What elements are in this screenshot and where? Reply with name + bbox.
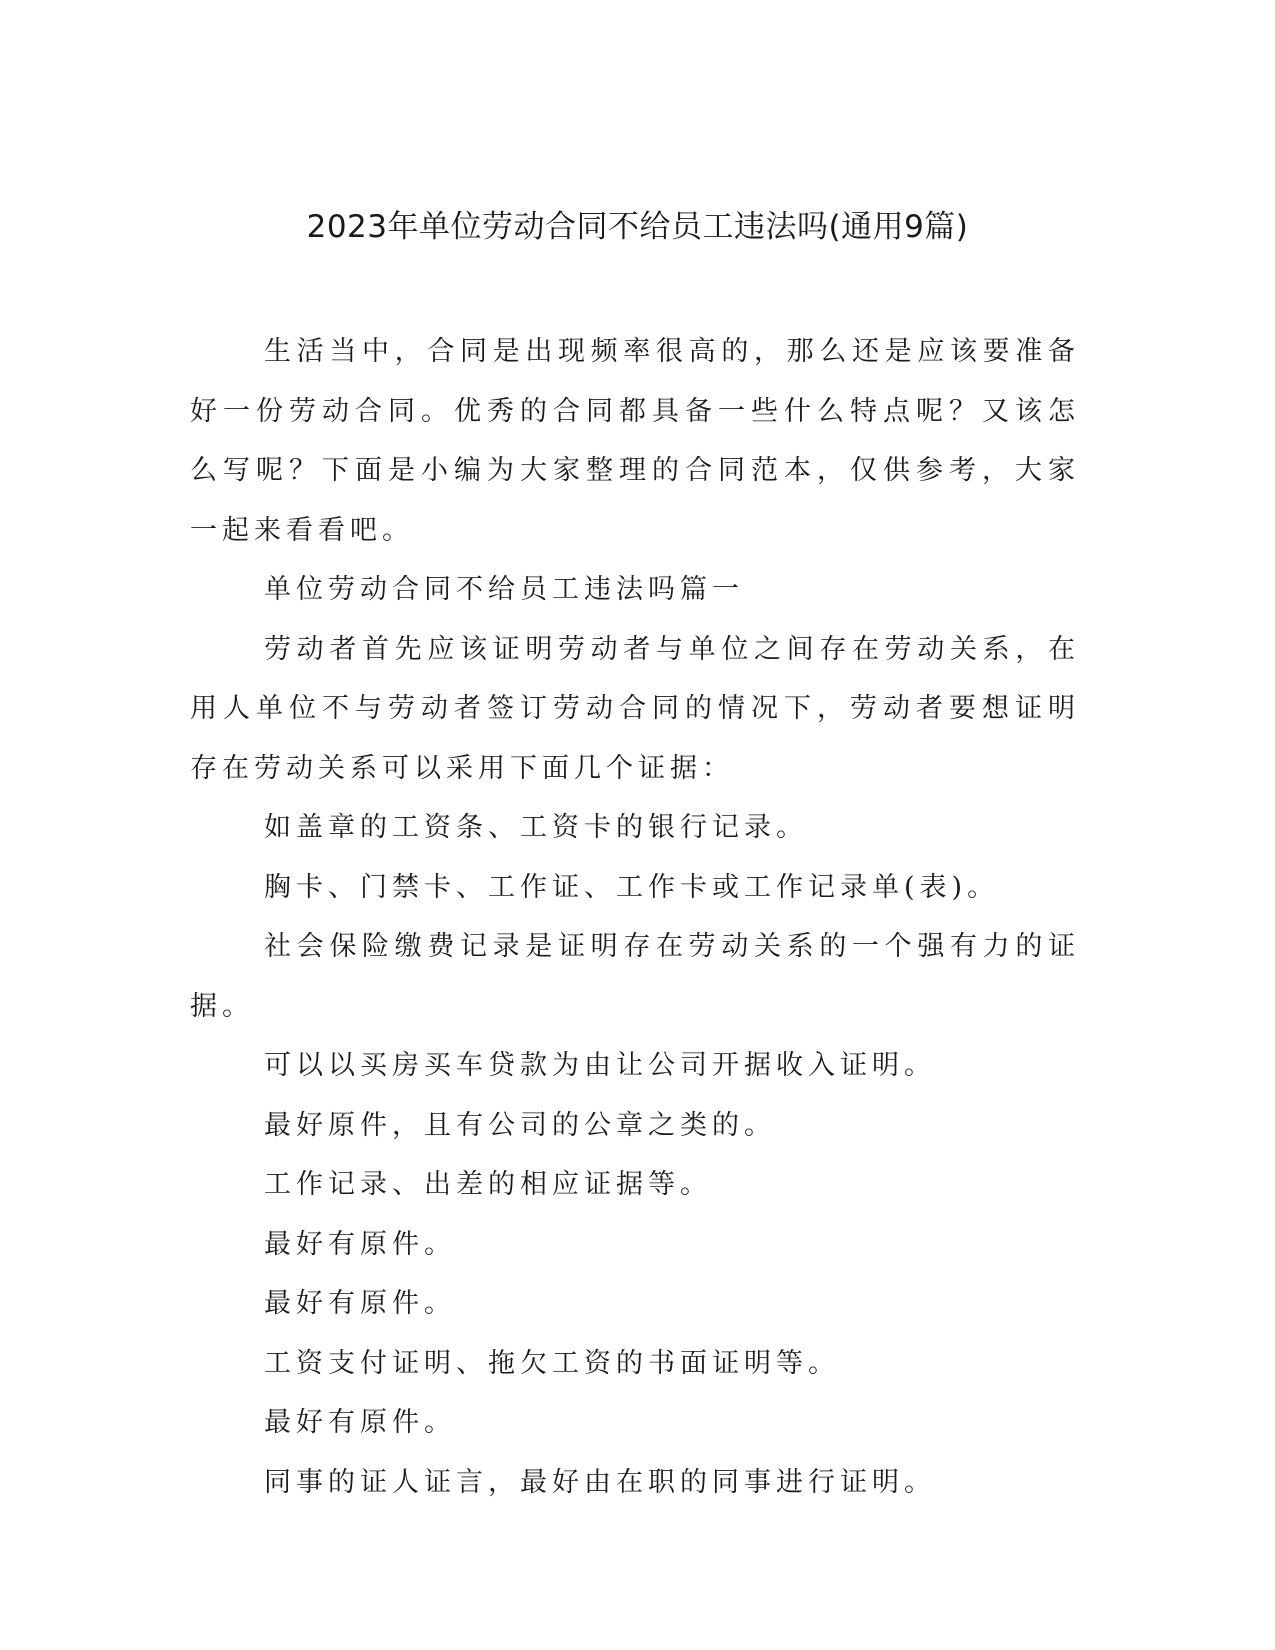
evidence-item: 工作记录、出差的相应证据等。: [264, 1169, 712, 1200]
evidence-item: 最好有原件。: [264, 1288, 456, 1319]
evidence-item: 最好原件，且有公司的公章之类的。: [264, 1109, 776, 1141]
evidence-item: 最好有原件。: [264, 1228, 456, 1260]
evidence-item: 胸卡、门禁卡、工作证、工作卡或工作记录单(表)。: [264, 871, 1000, 903]
evidence-item: 社会保险缴费记录是证明存在劳动关系的一个强有力的证据。: [190, 931, 1080, 1022]
evidence-item: 工资支付证明、拖欠工资的书面证明等。: [264, 1347, 840, 1379]
paragraph-intro: 生活当中，合同是出现频率很高的，那么还是应该要准备好一份劳动合同。优秀的合同都具备一些什么特点呢？又该怎么写呢？下面是小编为大家整理的合同范本，仅供参考，大家一起来看看吧。: [190, 336, 1080, 546]
evidence-item: 最好有原件。: [264, 1407, 456, 1438]
paragraph: 劳动者首先应该证明劳动者与单位之间存在劳动关系，在用人单位不与劳动者签订劳动合同的情况下，劳动者要想证明存在劳动关系可以采用下面几个证据：: [190, 633, 1080, 784]
evidence-item: 同事的证人证言，最好由在职的同事进行证明。: [264, 1466, 936, 1498]
document-body: [190, 322, 1080, 1512]
document-title: 2023年单位劳动合同不给员工违法吗(通用9篇): [306, 209, 969, 245]
section-heading: 单位劳动合同不给员工违法吗篇一: [264, 574, 744, 605]
evidence-item: 如盖章的工资条、工资卡的银行记录。: [264, 812, 808, 843]
evidence-item: 可以以买房买车贷款为由让公司开据收入证明。: [264, 1050, 936, 1081]
